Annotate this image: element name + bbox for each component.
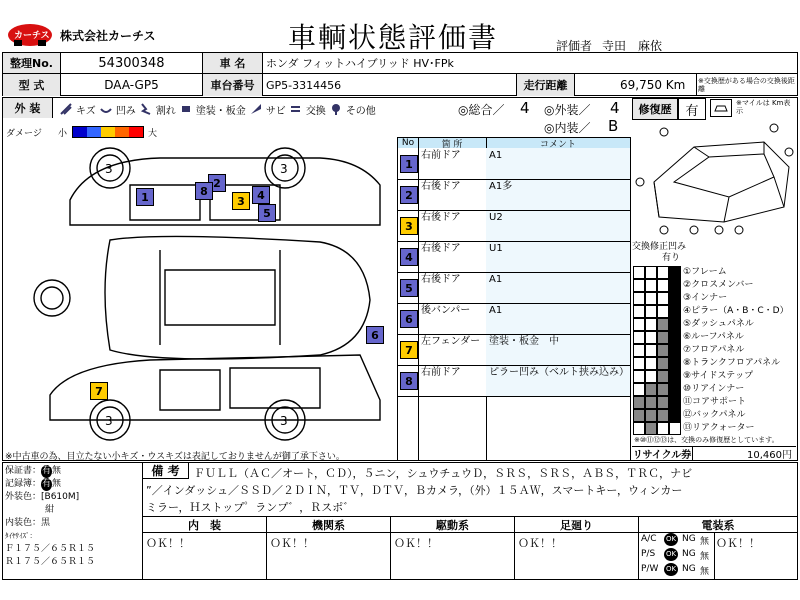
- frame-check-cell: [669, 331, 681, 344]
- check-value-interior: ＯＫ！！: [146, 537, 190, 550]
- frame-check-cell: [669, 357, 681, 370]
- check-value-electric: ＯＫ！！: [716, 537, 760, 550]
- frame-check-cell: [633, 383, 645, 396]
- damage-row-comment: ピラー凹み（ベルト挟み込み）: [489, 367, 629, 378]
- gaisou-legend-label: 外 装: [3, 98, 53, 118]
- damage-row-comment: 塗装・板金 中: [489, 336, 559, 347]
- kyori-label: 走行距離: [517, 74, 574, 96]
- legend-crack: 割れ: [155, 105, 176, 117]
- score-naisou-value: B: [608, 117, 619, 135]
- damage-row-place: 右後ドア: [421, 212, 461, 223]
- bikou-line2: ”／インダッシュ／ＳＳＤ／２ＤＩＮ，ＴＶ，ＤＴＶ，Ｂカメラ，（外）１５ＡＷ，スマートキー，ウィンカー: [146, 484, 683, 497]
- frame-check-cell: [669, 409, 681, 422]
- repair-note: ※マイルは Km表示: [736, 99, 791, 115]
- frame-item-label: ②クロスメンバー: [683, 280, 754, 290]
- damage-row-badge: 7: [400, 341, 418, 359]
- frame-check-cell: [669, 370, 681, 383]
- frame-check-cell: [633, 266, 645, 279]
- frame-check-cell: [645, 344, 657, 357]
- bikou-line1: ＦＵＬＬ（ＡＣ／オート，ＣＤ），５ニン，シュウチュウＤ，ＳＲＳ，ＳＲＳ，ＡＢＳ，ＴＲＣ，ナビ: [194, 467, 693, 480]
- legend-scratch: キズ: [76, 105, 96, 117]
- score-naisou-label: ◎内装／: [544, 121, 591, 135]
- repair-value: 有: [678, 98, 706, 120]
- evaluator-name: 寺田 麻依: [602, 39, 663, 53]
- map-badge-3[interactable]: 3: [232, 192, 250, 210]
- frame-item-label: ⑥ルーフパネル: [683, 332, 744, 342]
- electric-label: P/W: [641, 564, 659, 574]
- frame-check-cell: [657, 279, 669, 292]
- dent-icon: [100, 103, 112, 115]
- frame-item-label: ④ピラー（A・B・C・D）: [683, 306, 789, 316]
- check-value-engine: ＯＫ！！: [270, 537, 314, 550]
- electric-none: 無: [700, 567, 710, 577]
- electric-ok: OK: [664, 533, 678, 546]
- frame-diagram: [634, 122, 796, 240]
- damage-scale-5: [129, 127, 143, 137]
- damage-row-comment: A1: [489, 150, 503, 161]
- hoshou-label: 保証書：: [5, 466, 42, 476]
- electric-ok: OK: [664, 563, 678, 576]
- frame-col-headers: [632, 242, 692, 264]
- electric-ng: NG: [682, 564, 696, 574]
- frame-check-cell: [657, 422, 669, 435]
- electric-label: A/C: [641, 534, 657, 544]
- other-icon: [330, 103, 342, 115]
- frame-check-cell: [669, 279, 681, 292]
- frame-check-cell: [657, 370, 669, 383]
- kyori-value: 69,750 Km: [620, 78, 686, 92]
- frame-check-cell: [645, 383, 657, 396]
- frame-item-label: ⑫バックパネル: [683, 410, 746, 420]
- frame-check-cell: [669, 344, 681, 357]
- recycle-value: 10,460円: [692, 446, 796, 460]
- frame-check-cell: [669, 396, 681, 409]
- frame-check-cell: [645, 409, 657, 422]
- frame-check-cell: [633, 344, 645, 357]
- frame-check-cell: [657, 409, 669, 422]
- frame-check-cell: [645, 279, 657, 292]
- info-block: [5, 465, 140, 569]
- damage-row-place: 左フェンダー: [421, 336, 481, 347]
- frame-check-cell: [669, 305, 681, 318]
- score-gaisou-value: 4: [610, 99, 620, 117]
- frame-item-label: ③インナー: [683, 293, 728, 303]
- frame-check-cell: [657, 344, 669, 357]
- legend-paint: 塗装・板金: [195, 105, 246, 117]
- damage-row-place: 後バンパー: [421, 305, 471, 316]
- exchange-icon: [290, 103, 302, 115]
- frame-check-cell: [645, 357, 657, 370]
- evaluator-label: 評価者: [556, 39, 593, 53]
- check-header-suspension: 足廻り: [560, 518, 593, 532]
- frame-check-cell: [633, 409, 645, 422]
- gaisou-color-label: 外装色：: [5, 492, 42, 502]
- frame-check-cell: [657, 292, 669, 305]
- frame-col-fix: 修正: [650, 242, 669, 252]
- crack-icon: [140, 103, 152, 115]
- electric-ng: NG: [682, 549, 696, 559]
- damage-row-badge: 4: [400, 248, 418, 266]
- kyori-note: ※交換歴がある場合の交換後距離: [698, 77, 795, 93]
- frame-check-cell: [645, 292, 657, 305]
- legend-items: [60, 100, 376, 118]
- company-logo: [6, 22, 54, 48]
- score-gaisou-label: ◎外装／: [544, 103, 591, 117]
- damage-row-badge: 8: [400, 372, 418, 390]
- kiroku-none: 無: [52, 479, 62, 489]
- frame-item-label: ⑩リアインナー: [683, 384, 745, 394]
- daiban-value: GP5-3314456: [266, 78, 342, 92]
- map-badge-1[interactable]: 1: [136, 188, 154, 206]
- damage-row-comment: A1: [489, 305, 503, 316]
- electric-label: P/S: [641, 549, 656, 559]
- frame-check-cell: [633, 422, 645, 435]
- damage-row-badge: 5: [400, 279, 418, 297]
- frame-item-label: ⑨サイドステップ: [683, 371, 754, 381]
- frame-item-label: ①フレーム: [683, 267, 727, 277]
- katashiki-value: DAA-GP5: [104, 78, 159, 92]
- damage-row-comment: U1: [489, 243, 503, 254]
- map-badge-7[interactable]: 7: [90, 382, 108, 400]
- damage-row-place: 右前ドア: [421, 367, 461, 378]
- damage-scale: [72, 126, 144, 138]
- frame-col-yes: 有り: [662, 253, 681, 263]
- damage-row-badge: 6: [400, 310, 418, 328]
- frame-check-cell: [669, 266, 681, 279]
- svg-text:3: 3: [280, 414, 288, 428]
- frame-check-cell: [645, 305, 657, 318]
- frame-check-cell: [645, 331, 657, 344]
- map-badge-6[interactable]: 6: [366, 326, 384, 344]
- frame-check-cell: [657, 396, 669, 409]
- frame-item-label: ⑤ダッシュパネル: [683, 319, 754, 329]
- map-badge-4[interactable]: 4: [252, 186, 270, 204]
- frame-check-cell: [633, 305, 645, 318]
- frame-check-cell: [669, 292, 681, 305]
- damage-row-badge: 3: [400, 217, 418, 235]
- tire-front: Ｆ１７５／６５Ｒ１５: [5, 544, 96, 554]
- frame-check-cell: [645, 370, 657, 383]
- damage-row-place: 右後ドア: [421, 243, 461, 254]
- page-title: 車輌状態評価書: [288, 21, 499, 54]
- damage-row-comment: A1: [489, 274, 503, 285]
- check-header-interior: 内 装: [188, 518, 221, 532]
- damage-row-comment: A1多: [489, 181, 513, 192]
- frame-check-cell: [657, 266, 669, 279]
- kiroku-mark: 有: [42, 479, 52, 489]
- kiroku-label: 記録簿：: [5, 479, 42, 489]
- frame-check-cell: [645, 422, 657, 435]
- scratch-icon: [60, 103, 72, 115]
- frame-col-dent: 凹み: [668, 242, 687, 252]
- frame-check-cell: [645, 318, 657, 331]
- score-sougou-label: ◎総合／: [458, 103, 505, 117]
- electric-ok: OK: [664, 548, 678, 561]
- frame-item-label: ⑪コアサポート: [683, 397, 747, 407]
- bikou-label: 備 考: [143, 463, 189, 479]
- frame-check-cell: [633, 396, 645, 409]
- legend-exchange: 交換: [305, 105, 326, 117]
- frame-check-cell: [645, 266, 657, 279]
- recycle-label: リサイクル券: [632, 446, 692, 460]
- frame-footnote: ※⑩⑪⑫⑬は、交換のみ修復歴としています。: [634, 436, 779, 444]
- frame-check-cell: [657, 331, 669, 344]
- electric-ng: NG: [682, 534, 696, 544]
- frame-check-cell: [633, 357, 645, 370]
- check-value-suspension: ＯＫ！！: [518, 537, 562, 550]
- gaisou-color-value: [B610M]: [41, 492, 80, 502]
- score-sougou-value: 4: [520, 99, 530, 117]
- tire-rear: Ｒ１７５／６５Ｒ１５: [5, 557, 96, 567]
- svg-text:3: 3: [280, 162, 288, 176]
- frame-check-cell: [657, 305, 669, 318]
- legend-rust: サビ: [265, 105, 286, 117]
- map-badge-2[interactable]: 2: [208, 174, 226, 192]
- frame-col-exchange: 交換: [632, 242, 651, 252]
- naisou-label: 内装色：: [5, 518, 42, 528]
- frame-check-cell: [633, 318, 645, 331]
- svg-text:3: 3: [105, 162, 113, 176]
- seiri-label: 整理No.: [3, 53, 60, 73]
- legend-dent: 凹み: [115, 105, 136, 117]
- damage-label: ダメージ: [6, 129, 42, 139]
- damage-scale-4: [115, 127, 129, 137]
- damage-th-comment: コメント: [486, 138, 630, 148]
- map-badge-5[interactable]: 5: [258, 204, 276, 222]
- electric-none: 無: [700, 552, 710, 562]
- map-footnote: ※中古車の為、目立たない小キズ・ウスキズは表記しておりませんが御了承下さい。: [5, 452, 345, 462]
- damage-scale-2: [87, 127, 101, 137]
- damage-th-no: No: [398, 138, 418, 148]
- katashiki-label: 型 式: [3, 74, 60, 96]
- repair-label: 修復歴: [632, 98, 678, 120]
- damage-large: 大: [148, 129, 158, 139]
- frame-check-cell: [657, 383, 669, 396]
- frame-check-cell: [669, 383, 681, 396]
- check-header-electric: 電装系: [701, 518, 735, 532]
- frame-check-cell: [669, 422, 681, 435]
- map-badge-8[interactable]: 8: [195, 182, 213, 200]
- damage-scale-3: [101, 127, 115, 137]
- bikou-line3: ミラー，Ｈストップ゜ランプ゛，Ｒスポ゛: [146, 501, 355, 514]
- check-value-drive: ＯＫ！！: [394, 537, 438, 550]
- tire-label: ﾀｲﾔｻｲｽﾞ：: [5, 532, 37, 540]
- damage-row-place: 右後ドア: [421, 181, 461, 192]
- frame-check-cell: [657, 357, 669, 370]
- svg-text:3: 3: [105, 414, 113, 428]
- gaisou-color-name: 紺: [45, 505, 55, 515]
- legend-other: その他: [345, 105, 376, 117]
- damage-scale-1: [73, 127, 87, 137]
- frame-check-cell: [633, 279, 645, 292]
- car-badge-icon: [710, 99, 732, 117]
- check-header-engine: 機関系: [312, 518, 345, 532]
- frame-item-label: ⑧トランクフロアパネル: [683, 358, 781, 368]
- damage-small: 小: [58, 129, 68, 139]
- damage-row-badge: 1: [400, 155, 418, 173]
- damage-row-place: 右前ドア: [421, 150, 461, 161]
- electric-none: 無: [700, 537, 710, 547]
- frame-item-label: ⑦フロアパネル: [683, 345, 745, 355]
- shamei-label: 車 名: [203, 53, 262, 73]
- frame-check-cell: [633, 331, 645, 344]
- frame-item-label: ⑬リアクォーター: [683, 423, 755, 433]
- frame-check-cell: [633, 370, 645, 383]
- damage-row-badge: 2: [400, 186, 418, 204]
- seiri-value: 54300348: [98, 55, 165, 71]
- company-name: 株式会社カーチス: [60, 29, 156, 43]
- paint-icon: [180, 103, 192, 115]
- company-logo-text: カーチス: [14, 31, 50, 41]
- hoshou-none: 無: [52, 466, 62, 476]
- hoshou-mark: 有: [42, 466, 52, 476]
- check-header-drive: 駆動系: [436, 518, 469, 532]
- shamei-value: ホンダ フィットハイブリッド HV･FPk: [266, 57, 454, 70]
- damage-row-comment: U2: [489, 212, 503, 223]
- rust-icon: [250, 103, 262, 115]
- damage-row-place: 右後ドア: [421, 274, 461, 285]
- frame-check-cell: [657, 318, 669, 331]
- frame-check-cell: [645, 396, 657, 409]
- daiban-label: 車台番号: [203, 74, 262, 96]
- naisou-value: 黒: [41, 518, 51, 528]
- damage-th-place: 箇 所: [418, 138, 486, 148]
- frame-check-cell: [669, 318, 681, 331]
- frame-check-cell: [633, 292, 645, 305]
